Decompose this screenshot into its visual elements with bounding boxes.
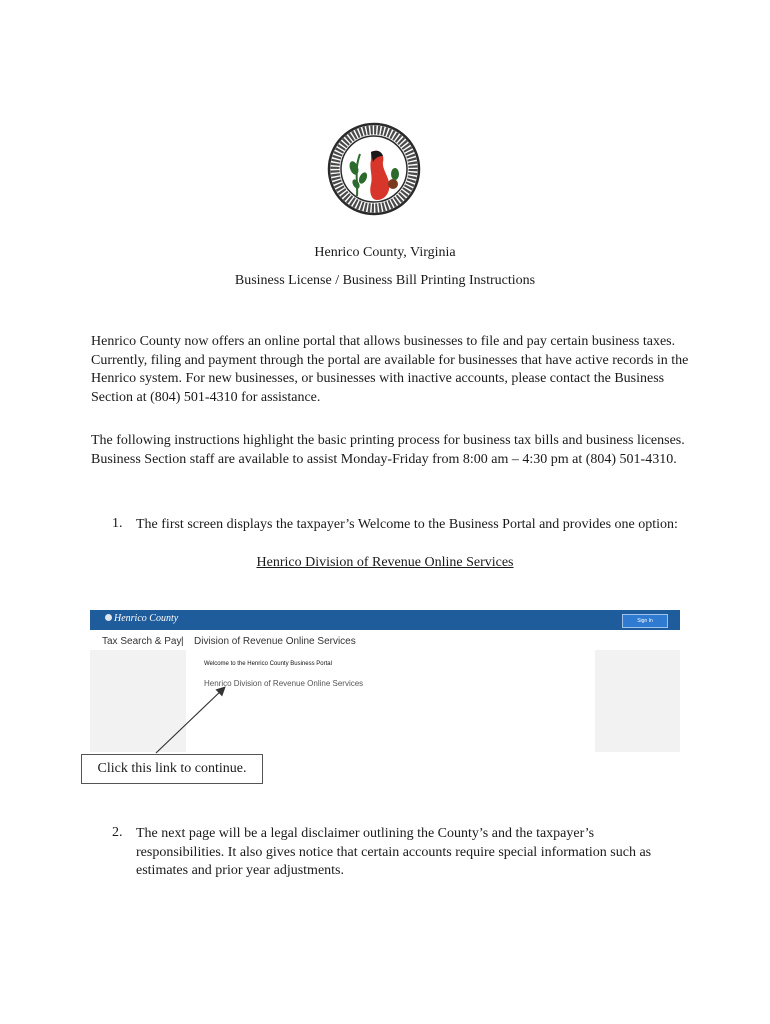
- portal-revenue-link[interactable]: Henrico Division of Revenue Online Services: [204, 679, 364, 688]
- document-title: Henrico County, Virginia: [314, 245, 456, 260]
- nav-tax-search[interactable]: Tax Search & Pay: [102, 636, 182, 647]
- step-1-number: 1.: [112, 516, 123, 531]
- portal-logo: Henrico County: [114, 613, 178, 624]
- step-1-text: The first screen displays the taxpayer’s Welcome to the Business Portal and provides one option:: [136, 517, 678, 532]
- revenue-services-link[interactable]: Henrico Division of Revenue Online Services: [256, 555, 514, 570]
- portal-sign-in-button[interactable]: Sign In: [622, 614, 668, 628]
- callout-box: Click this link to continue.: [81, 754, 263, 784]
- nav-separator: |: [181, 636, 184, 647]
- step-2-number: 2.: [112, 825, 123, 840]
- portal-welcome-text: Welcome to the Henrico County Business Portal: [204, 661, 332, 667]
- document-subtitle: Business License / Business Bill Printing Instructions: [234, 273, 536, 288]
- instructions-paragraph: The following instructions highlight the basic printing process for business tax bills and business licenses. Business Section staff are available to assist Monday-Friday from 8:00 am – 4:30 pm at (804) 501-4310.: [91, 433, 685, 467]
- step-2-text: The next page will be a legal disclaimer outlining the County’s and the taxpayer’s responsibilities. It also gives notice that certain accounts require special information such as estimates and prior year adjustments.: [136, 826, 652, 878]
- intro-paragraph: Henrico County now offers an online portal that allows businesses to file and pay certain business taxes. Currently, filing and payment through the portal are available for businesses that have active records in the Henrico system. For new businesses, or businesses with inactive accounts, please contact the Business Section at (804) 501-4310 for assistance.: [91, 334, 689, 405]
- nav-revenue-services[interactable]: Division of Revenue Online Services: [194, 636, 356, 647]
